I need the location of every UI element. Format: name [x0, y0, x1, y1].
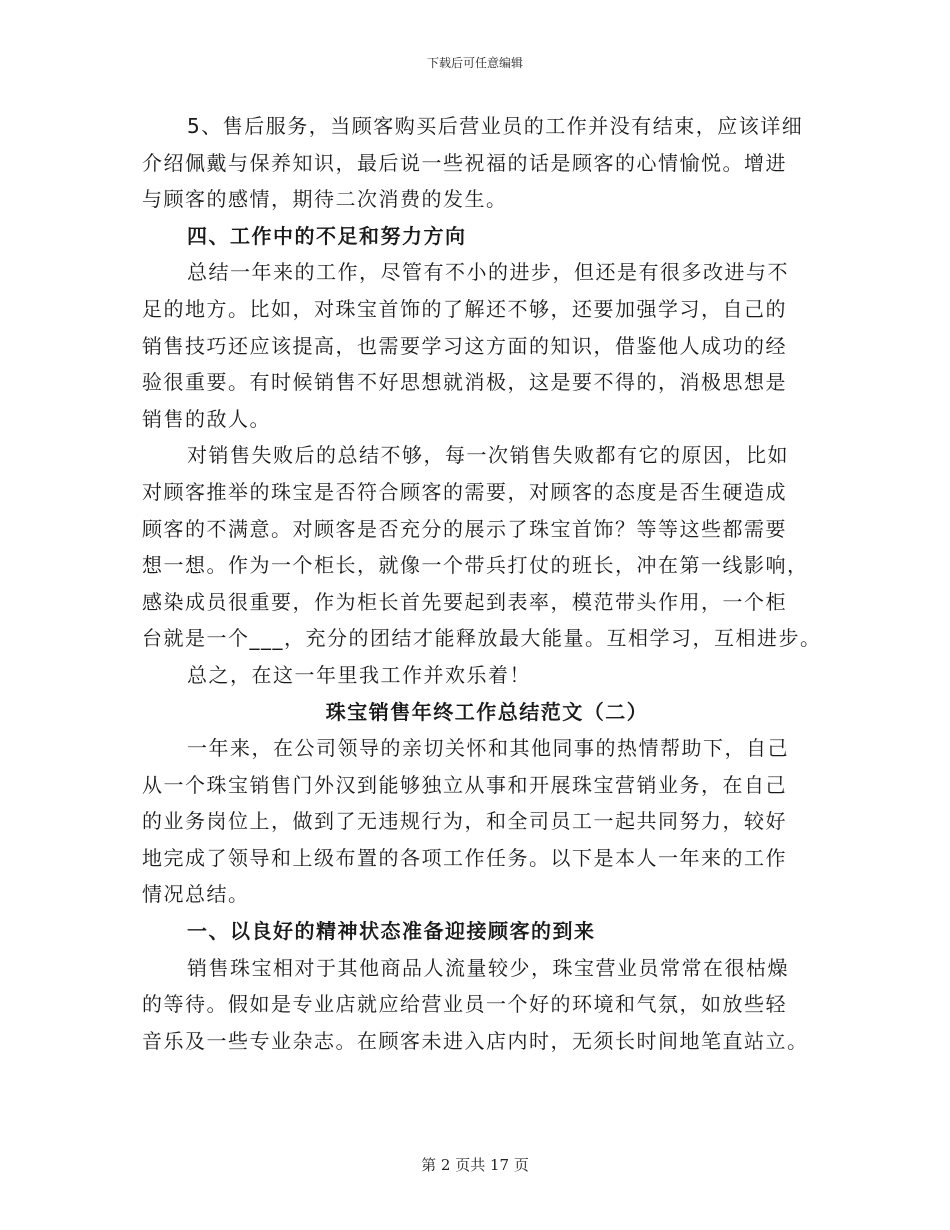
- paragraph-line: 想一想。作为一个柜长，就像一个带兵打仗的班长，冲在第一线影响，: [142, 553, 809, 578]
- paragraph-line: 足的地方。比如，对珠宝首饰的了解还不够，还要加强学习，自己的: [142, 296, 787, 321]
- paragraph-line: 销售技巧还应该提高，也需要学习这方面的知识，借鉴他人成功的经: [142, 333, 787, 358]
- section-heading: 四、工作中的不足和努力方向: [187, 223, 467, 248]
- page-number: 第 2 页共 17 页: [421, 1156, 529, 1174]
- document-body: [142, 108, 832, 1059]
- paragraph-line: 情况总结。: [142, 882, 250, 907]
- paragraph-line: 验很重要。有时候销售不好思想就消极，这是要不得的，消极思想是: [142, 370, 787, 395]
- paragraph-line: 台就是一个___，充分的团结才能释放最大能量。互相学习，互相进步。: [142, 626, 822, 651]
- paragraph-line: 从一个珠宝销售门外汉到能够独立从事和开展珠宝营销业务，在自己: [142, 772, 787, 797]
- paragraph-line: 介绍佩戴与保养知识，最后说一些祝福的话是顾客的心情愉悦。增进: [142, 150, 787, 175]
- paragraph-line: 一年来，在公司领导的亲切关怀和其他同事的热情帮助下，自己: [187, 736, 789, 761]
- paragraph-line: 总结一年来的工作，尽管有不小的进步，但还是有很多改进与不: [187, 260, 789, 285]
- paragraph-line: 与顾客的感情，期待二次消费的发生。: [142, 187, 508, 212]
- paragraph-line: 销售的敌人。: [142, 406, 271, 431]
- document-title: 珠宝销售年终工作总结范文（二）: [325, 699, 649, 724]
- paragraph-line: 5、售后服务，当顾客购买后营业员的工作并没有结束，应该详细: [187, 114, 804, 138]
- paragraph-line: 的业务岗位上，做到了无违规行为，和全司员工一起共同努力，较好: [142, 809, 787, 834]
- paragraph-line: 对顾客推举的珠宝是否符合顾客的需要，对顾客的态度是否生硬造成: [142, 479, 787, 504]
- paragraph-line: 销售珠宝相对于其他商品人流量较少，珠宝营业员常常在很枯燥: [187, 955, 789, 980]
- paragraph-line: 总之，在这一年里我工作并欢乐着！: [187, 662, 531, 687]
- section-heading: 一、以良好的精神状态准备迎接顾客的到来: [187, 919, 596, 944]
- page-header: 下载后可任意编辑: [426, 56, 523, 70]
- paragraph-line: 地完成了领导和上级布置的各项工作任务。以下是本人一年来的工作: [142, 845, 787, 870]
- paragraph-line: 的等待。假如是专业店就应给营业员一个好的环境和气氛，如放些轻: [142, 992, 787, 1017]
- paragraph-line: 顾客的不满意。对顾客是否充分的展示了珠宝首饰？等等这些都需要: [142, 516, 787, 541]
- paragraph-line: 感染成员很重要，作为柜长首先要起到表率，模范带头作用，一个柜: [142, 589, 787, 614]
- paragraph-line: 对销售失败后的总结不够，每一次销售失败都有它的原因，比如: [187, 443, 789, 468]
- paragraph-line: 音乐及一些专业杂志。在顾客未进入店内时，无须长时间地笔直站立。: [142, 1028, 809, 1053]
